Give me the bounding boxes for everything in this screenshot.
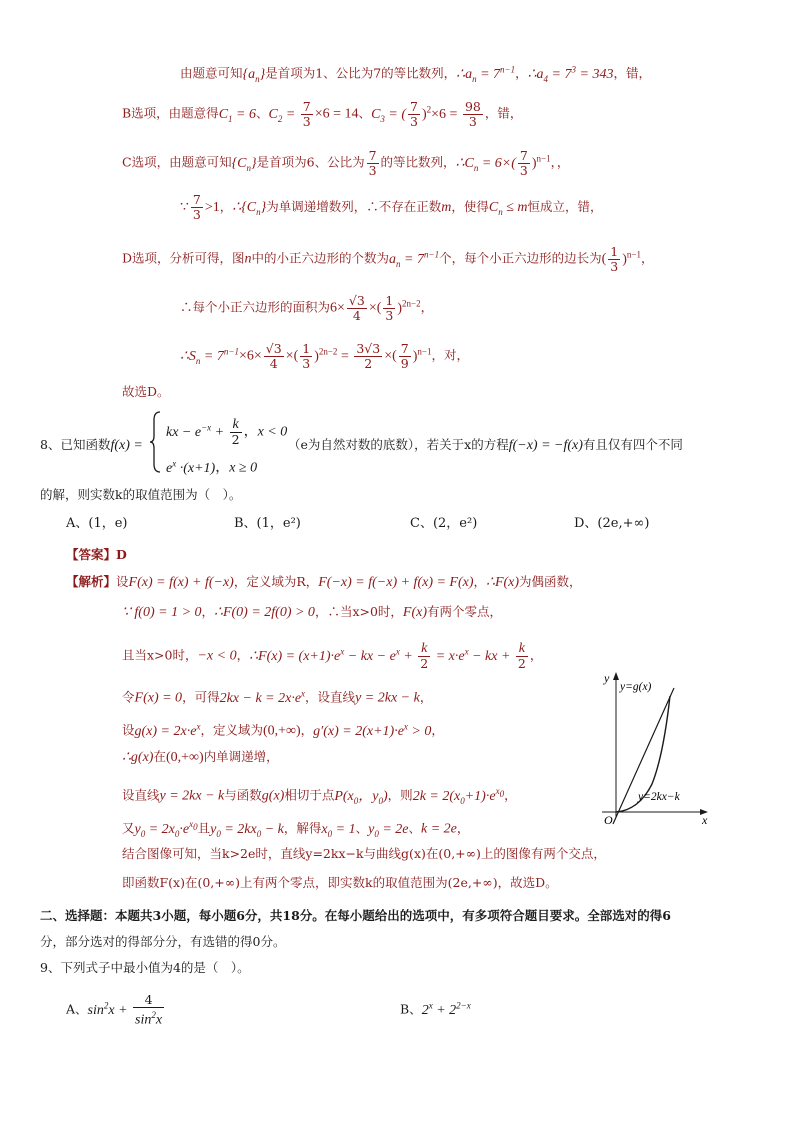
text-segment: 令 xyxy=(122,689,135,705)
text-segment: ，错， xyxy=(484,105,523,121)
text-segment: ，解得 xyxy=(283,820,322,836)
option-8-a[interactable]: A、(1，e) xyxy=(66,516,128,531)
section-2-header-cont: 分，部分选对的得部分分，有选错的得0分。 xyxy=(40,934,286,949)
text-segment: B选项，由题意得 xyxy=(122,105,219,121)
text-segment: ，设直线 xyxy=(305,689,356,705)
text-segment: 有且仅有四个不同 xyxy=(582,437,683,452)
line-y-2kx-k xyxy=(613,688,674,824)
option-9-b[interactable]: B、$2^x + 2^{2-x}$ xyxy=(400,1000,471,1018)
text-segment: ，错， xyxy=(613,65,651,81)
text-segment: ，， xyxy=(550,154,570,170)
text-segment: 设 xyxy=(122,722,135,738)
question-8-end: 的解，则实数k的取值范围为（ ）。 xyxy=(40,487,242,502)
option-8-d[interactable]: D、(2e,+∞) xyxy=(574,516,650,531)
y-axis-label: y xyxy=(604,671,610,685)
text-segment: 是首项为6、公比为 xyxy=(256,154,365,170)
text-segment: 在 xyxy=(153,749,166,764)
text-segment: ，使得 xyxy=(451,199,489,214)
y-axis-arrow-icon xyxy=(613,672,619,680)
text-segment: 是首项为1、公比为7的等比数列， xyxy=(265,65,457,81)
analysis-line-4: 令F(x) = 0，可得$2kx - k = 2x\cdot e^x$，设直线y = 2kx − k， xyxy=(122,688,433,706)
line-label: y=2kx−k xyxy=(638,791,680,803)
option-9-a[interactable]: A、$\sin^2x$ + $\frac{4}{\sin^2x}$ xyxy=(66,991,163,1028)
analysis-tag: 【解析】 xyxy=(66,574,117,589)
text-segment: 8、已知函数 xyxy=(40,437,111,452)
analysis-line-10: 即函数F(x)在(0,+∞)上有两个零点，即实数k的取值范围为(2e,+∞)，故选D。 xyxy=(122,875,558,890)
analysis-line-9: 结合图像可知，当k>2e时，直线y=2kx−k与曲线g(x)在(0,+∞)上的图像有两个交点， xyxy=(122,846,606,861)
text-segment: 内单调递增， xyxy=(203,749,279,764)
text-segment: 设直线 xyxy=(122,787,160,803)
piece-1: kx − $e^{-x}$ + $\frac{k}{2}$ ，x < 0 xyxy=(166,416,288,447)
text-segment: 为单调递增数列，∴不存在正数 xyxy=(266,199,442,214)
text-segment: 由题意可知 xyxy=(180,65,243,81)
line-an-sequence: 由题意可知$\{a_n\}$是首项为1、公比为7的等比数列，$\therefore a_n = 7^{n-1}$，$\therefore a_4 = 7^3 = 343$，错， xyxy=(180,64,651,84)
text-segment: 且当x>0时， xyxy=(122,647,198,663)
text-segment: 相切于点 xyxy=(284,787,335,803)
section-2-text: 二、选择题：本题共3小题，每小题6分，共18分。在每小题给出的选项中，有多项符合题目要求。全部选对的得6 xyxy=(40,908,671,923)
text-segment: ，则 xyxy=(387,787,413,803)
text-segment: 个，每个小正六边形的边长为 xyxy=(439,250,602,266)
text-segment: 为偶函数， xyxy=(519,574,582,589)
text-segment: ∴每个小正六边形的面积为 xyxy=(180,299,331,315)
piecewise-function xyxy=(148,410,164,478)
option-label: B、 xyxy=(400,1001,422,1017)
text-segment: ，定义域为 xyxy=(200,722,263,738)
analysis-line-8: 又$y_0 = 2x_0\cdot e^{x_0}$且$y_0 = 2kx_0 - k$，解得$x_0 = 1$、$y_0 = 2e$、k = 2e， xyxy=(122,819,470,839)
curve-label: y=g(x) xyxy=(620,681,652,693)
analysis-line-2: ∵ f(0) = 1 > 0，∴F(0) = 2f(0) > 0，∴当x>0时，F(x)有两个零点， xyxy=(122,604,503,620)
text-segment: 与函数 xyxy=(224,787,262,803)
text-segment: 设 xyxy=(116,574,129,589)
text-segment: D选项，分析可得，图 xyxy=(122,250,245,266)
text-segment: 的等比数列， xyxy=(380,154,456,170)
line-choose-d: 故选D。 xyxy=(122,384,170,399)
text-segment: ，∴当x>0时， xyxy=(314,604,403,619)
line-hexagon-area: ∴每个小正六边形的面积为6× $\frac{√3}{4}$ ×( $\frac{1}{3}$ )$^{2n-2}$， xyxy=(180,292,434,323)
text-segment: 又 xyxy=(122,820,135,836)
text-segment: 中的小正六边形的个数为 xyxy=(251,250,390,266)
text-segment: 有两个零点， xyxy=(427,604,503,619)
text-segment: ，对， xyxy=(431,347,469,363)
text-segment: ，定义域为R， xyxy=(233,574,319,589)
text-segment: C选项，由题意可知 xyxy=(122,154,232,170)
question-8: 8、已知函数f(x) = xyxy=(40,437,143,453)
option-label: A、 xyxy=(66,1001,88,1017)
text-segment: （e为自然对数的底数），若关于x的方程 xyxy=(288,437,509,452)
question-8-cont: （e为自然对数的底数），若关于x的方程f(−x) = −f(x)有且仅有四个不同 xyxy=(288,437,683,453)
line-option-d: D选项，分析可得，图n中的小正六边形的个数为$a_n = 7^{n-1}$个，每个小正六边形的边长为( $\frac{1}{3}$ )$^{n-1}$， xyxy=(122,243,654,274)
x-axis-label: x xyxy=(702,813,708,827)
line-sn-formula: $\therefore S_n = 7^{n-1}\times 6\times$ $\frac{√3}{4}$ ×( $\frac{1}{3}$ )$^{2n-2}$ = $\frac{3√3}{2}$ ×( $\frac{7}{9}$ )$^{n-1}$，对， xyxy=(180,340,469,371)
text-segment: 恒成立，错， xyxy=(527,199,603,214)
brace-icon xyxy=(148,410,164,474)
analysis-line-7: 设直线y = 2kx − k与函数g(x)相切于点$P(x_0$，$y_0$)，则$2k = 2(x_0+1)\cdot e^{x_0}$， xyxy=(122,786,517,806)
text-segment: ，可得 xyxy=(182,689,220,705)
function-graph xyxy=(582,668,712,828)
option-8-b[interactable]: B、(1，e²) xyxy=(234,516,301,531)
section-2-header xyxy=(40,907,671,925)
piece-2: $e^x \cdot(x+1)$，x ≥ 0 xyxy=(166,458,258,476)
analysis-line-3: 且当x>0时，−x < 0，∴F(x) = $(x+1)\cdot e^x$ − kx − $e^x$ + $\frac{k}{2}$ = $x\cdot e^x$ − kx + $\frac{k}{2}$ ， xyxy=(122,640,543,671)
analysis-line-6: ∴g(x)在(0,+∞)内单调递增， xyxy=(122,749,279,765)
analysis-line-1: 【解析】设F(x) = f(x) + f(−x)，定义域为R，F(−x) = f(−x) + f(x) = F(x)，∴F(x)为偶函数， xyxy=(66,574,582,590)
option-8-c[interactable]: C、(2，e²) xyxy=(410,516,478,531)
line-option-b: B选项，由题意得$C_1 = 6$、$C_2$ = $\frac{7}{3}$ ×6 = 14、$C_3$ = ( $\frac{7}{3}$ )$^2$×6 = $\frac{98}{3}$ ，错， xyxy=(122,98,523,129)
question-9: 9、下列式子中最小值为4的是（ ）。 xyxy=(40,960,250,975)
text-segment: 且 xyxy=(197,820,211,836)
answer-tag: 【答案】D xyxy=(66,547,127,562)
origin-label: O xyxy=(604,813,613,827)
line-option-c: C选项，由题意可知$\{C_n\}$是首项为6、公比为 $\frac{7}{3}$ 的等比数列，$\therefore C_n = 6\times$( $\frac{7}{3}$ )$^{n-1}$，， xyxy=(122,147,570,178)
line-c-conclusion: ∵ $\frac{7}{3}$ >1，$\therefore\{C_n\}$为单调递增数列，∴不存在正数m，使得$C_n \le m$恒成立，错， xyxy=(180,192,603,222)
analysis-line-5: 设$g(x) = 2x\cdot e^x$，定义域为(0,+∞)，$g'(x) = 2(x+1)\cdot e^x > 0$， xyxy=(122,721,444,739)
